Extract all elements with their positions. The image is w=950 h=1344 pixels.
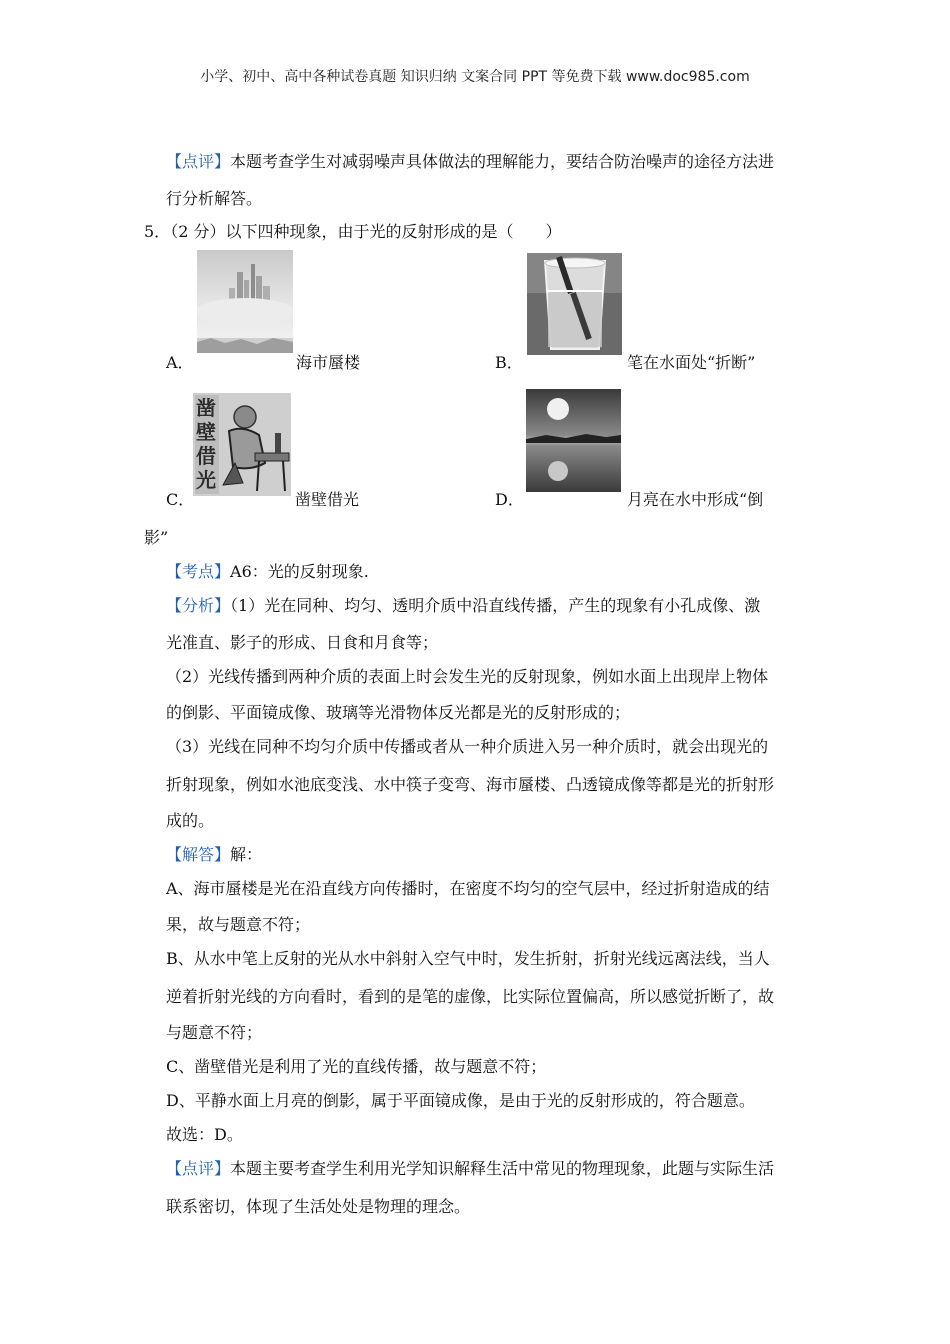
kaodian-line: 【考点】A6：光的反射现象. xyxy=(166,562,369,581)
analysis-line5: （3）光线在同种不均匀介质中传播或者从一种介质进入另一种介质时，就会出现光的 xyxy=(166,737,769,756)
review-tag: 【点评】 xyxy=(166,152,231,171)
analysis-line7: 成的。 xyxy=(166,811,215,830)
option-a-text: 海市蜃楼 xyxy=(296,353,361,372)
option-d-text: 月亮在水中形成“倒 xyxy=(627,490,764,509)
question-stem xyxy=(144,219,561,242)
page-header: 小学、初中、高中各种试卷真题 知识归纳 文案合同 PPT 等免费下载 www.doc985.com xyxy=(200,69,750,85)
answer-choice: 故选：D。 xyxy=(166,1125,243,1144)
answer-b-line2: 逆着折射光线的方向看时，看到的是笔的虚像，比实际位置偏高，所以感觉折断了，故 xyxy=(166,987,775,1006)
answer-d-line1: D、平静水面上月亮的倒影，属于平面镜成像，是由于光的反射形成的，符合题意。 xyxy=(166,1091,755,1110)
option-c-text: 凿壁借光 xyxy=(295,490,360,509)
answer-c-line1: C、凿壁借光是利用了光的直线传播，故与题意不符； xyxy=(166,1057,547,1076)
analysis-line1: 【分析】（1）光在同种、均匀、透明介质中沿直线传播，产生的现象有小孔成像、激 xyxy=(166,596,761,615)
moon-reflection-image xyxy=(526,389,621,492)
analysis-line4: 的倒影、平面镜成像、玻璃等光滑物体反光都是光的反射形成的； xyxy=(166,703,631,722)
analysis-line3: （2）光线传播到两种介质的表面上时会发生光的反射现象，例如水面上出现岸上物体 xyxy=(166,667,769,686)
answer-intro: 【解答】解： xyxy=(166,845,263,864)
option-b-letter: B． xyxy=(495,353,523,372)
option-b-text: 笔在水面处“折断” xyxy=(627,353,756,372)
option-c-letter: C． xyxy=(166,490,195,509)
mirage-city-image xyxy=(197,250,293,353)
answer-a-line1: A、海市蜃楼是光在沿直线方向传播时，在密度不均匀的空气层中，经过折射造成的结 xyxy=(166,879,770,898)
answer-a-line2: 果，故与题意不符； xyxy=(166,915,311,934)
image-char-4: 光 xyxy=(196,468,216,492)
review-top-line1: 【点评】本题考查学生对减弱噪声具体做法的理解能力，要结合防治噪声的途径方法进 xyxy=(166,152,775,171)
borrowing-light-image xyxy=(193,393,291,496)
image-char-2: 壁 xyxy=(196,420,216,444)
answer-b-line3: 与题意不符； xyxy=(166,1023,263,1042)
option-d-letter: D． xyxy=(495,490,524,509)
question-text: （2 分）以下四种现象，由于光的反射形成的是（ ） xyxy=(170,222,562,241)
image-char-1: 凿 xyxy=(196,396,216,420)
option-a-letter: A． xyxy=(166,353,194,372)
review-top-line2: 行分析解答。 xyxy=(166,189,263,208)
review-bottom-line2: 联系密切，体现了生活处处是物理的理念。 xyxy=(166,1197,471,1216)
question-number: 5． xyxy=(144,222,171,241)
answer-tag: 【解答】 xyxy=(166,845,231,864)
analysis-tag: 【分析】 xyxy=(166,596,231,615)
kaodian-tag: 【考点】 xyxy=(166,562,231,581)
image-char-3: 借 xyxy=(196,444,216,468)
option-d-text-cont: 影” xyxy=(144,528,169,547)
review-bottom-line1: 【点评】本题主要考查学生利用光学知识解释生活中常见的物理现象，此题与实际生活 xyxy=(166,1159,775,1178)
analysis-line2: 光准直、影子的形成、日食和月食等； xyxy=(166,633,439,652)
review-bottom-tag: 【点评】 xyxy=(166,1159,231,1178)
answer-b-line1: B、从水中笔上反射的光从水中斜射入空气中时，发生折射，折射光线远离法线，当人 xyxy=(166,949,770,968)
analysis-line6: 折射现象，例如水池底变浅、水中筷子变弯、海市蜃楼、凸透镜成像等都是光的折射形 xyxy=(166,775,775,794)
pen-in-glass-image xyxy=(527,253,622,355)
